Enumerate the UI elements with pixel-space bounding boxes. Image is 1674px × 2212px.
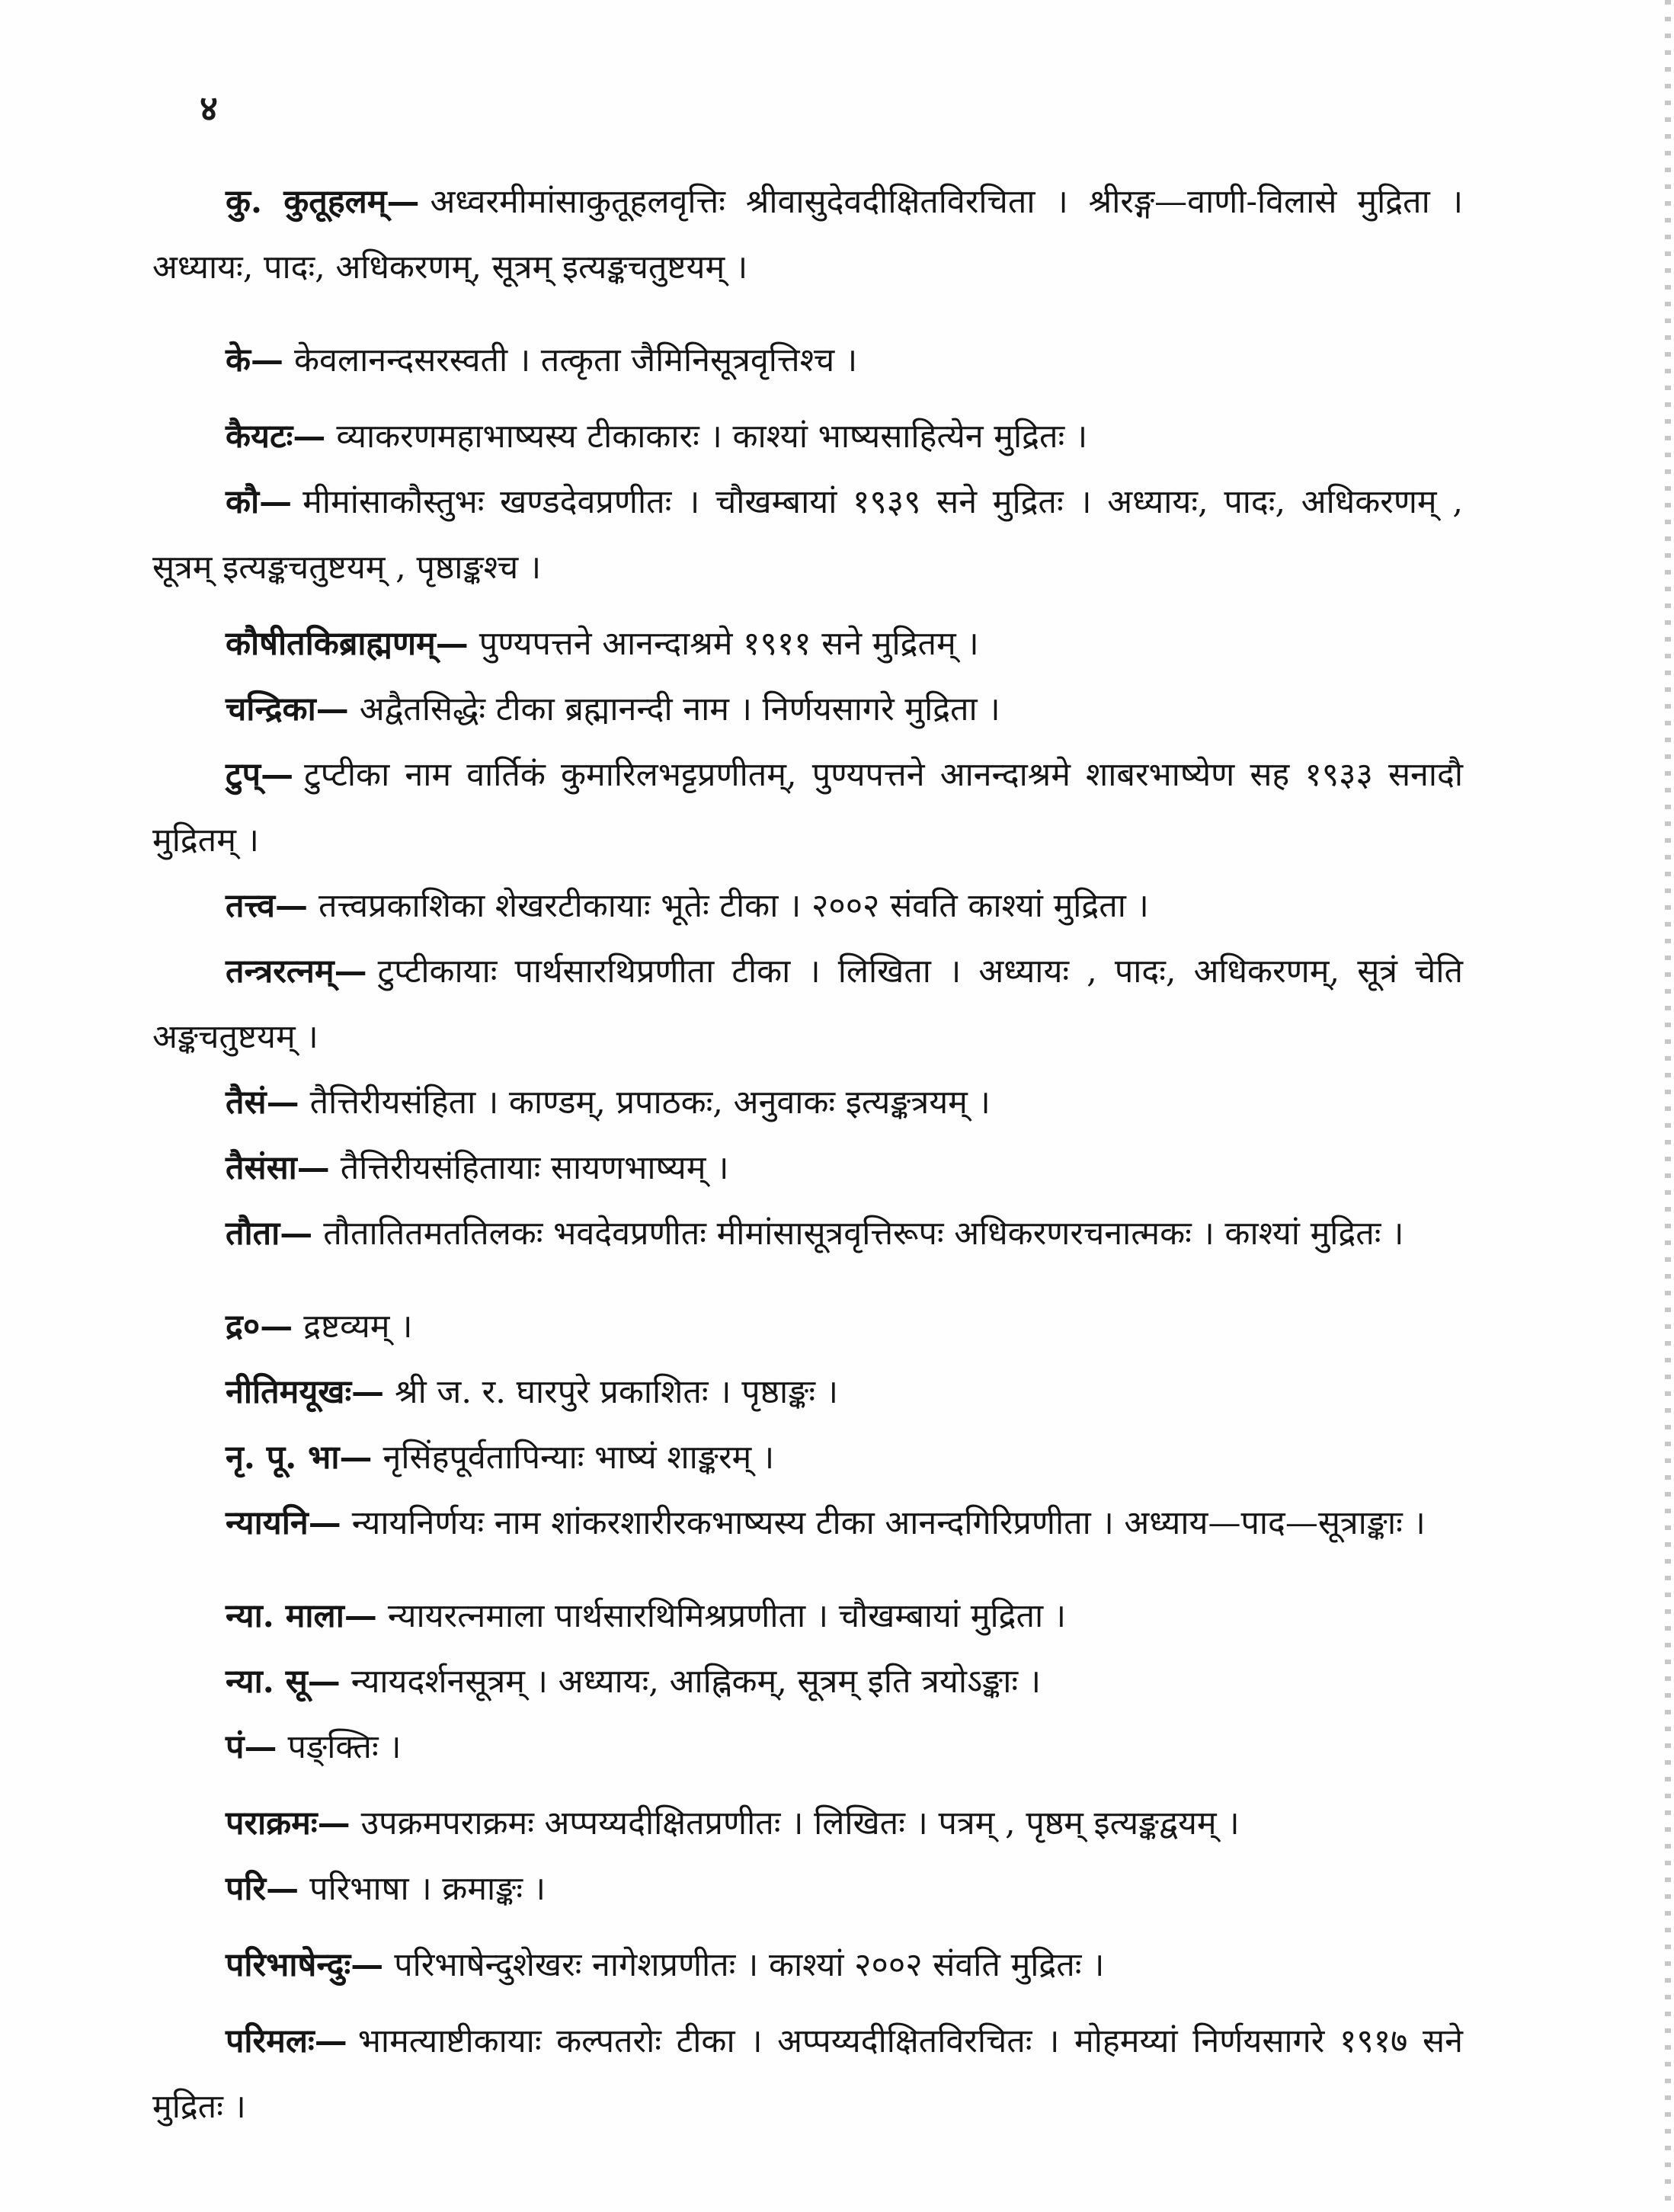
entry-parakrama: पराक्रमः— उपक्रमपराक्रमः अप्पय्यदीक्षितप्रणीतः । लिखितः । पत्रम् , पृष्ठम् इत्यङ्कद्वयम् ।	[226, 1804, 1240, 1842]
entry-text: न्यायदर्शनसूत्रम् । अध्यायः, आह्निकम्, सूत्रम् इति त्रयोऽङ्काः ।	[350, 1663, 1042, 1701]
entry-nyayani: न्यायनि— न्यायनिर्णयः नाम शांकरशारीरकभाष्यस्य टीका आनन्दगिरिप्रणीता । अध्याय—पाद—सूत्राङ्काः ।	[226, 1504, 1426, 1542]
entry-text: तैत्तिरीयसंहितायाः सायणभाष्यम् ।	[340, 1149, 729, 1187]
entry-text: न्यायरत्नमाला पार्थसारथिमिश्रप्रणीता । चौखम्बायां मुद्रिता ।	[387, 1597, 1067, 1635]
entry-text: उपक्रमपराक्रमः अप्पय्यदीक्षितप्रणीतः । लिखितः । पत्रम् , पृष्ठम् इत्यङ्कद्वयम् ।	[360, 1804, 1240, 1842]
entry-dra: द्र०— द्रष्टव्यम् ।	[226, 1308, 413, 1346]
entry-headword: नृ. पू. भा	[226, 1439, 340, 1477]
entry-pari: परि— परिभाषा । क्रमाङ्कः ।	[226, 1870, 546, 1908]
entry-kau: कौ— मीमांसाकौस्तुभः खण्डदेवप्रणीतः । चौखम्बायां १९३९ सने मुद्रितः । अध्यायः, पादः, अधिकरणम् , सूत्रम् इत्यङ्कचतुष्टयम् , पृष्ठाङ्कश्च ।	[152, 483, 1463, 587]
scan-edge-marks	[1665, 0, 1671, 2212]
entry-nyamala: न्या. माला— न्यायरत्नमाला पार्थसारथिमिश्रप्रणीता । चौखम्बायां मुद्रिता ।	[226, 1597, 1067, 1635]
entry-headword: कौषीतकिब्राह्मणम्	[226, 625, 436, 663]
entry-text: पङ्क्तिः ।	[287, 1728, 402, 1766]
entry-tattva: तत्त्व— तत्त्वप्रकाशिका शेखरटीकायाः भूतेः टीका । २००२ संवति काश्यां मुद्रिता ।	[226, 887, 1149, 925]
entry-text: टुप्टीकायाः पार्थसारथिप्रणीता टीका । लिखिता । अध्यायः , पादः, अधिकरणम्, सूत्रं चेति अङ्कचतुष्टयम् ।	[152, 952, 1463, 1056]
entry-headword: चन्द्रिका	[226, 690, 316, 728]
entry-text: परिभाषेन्दुशेखरः नागेशप्रणीतः । काश्यां २००२ संवति मुद्रितः ।	[394, 1946, 1105, 1984]
entry-text: टुप्टीका नाम वार्तिकं कुमारिलभट्टप्रणीतम्, पुण्यपत्तने आनन्दाश्रमे शाबरभाष्येण सह १९३३ सनादौ मुद्रितम् ।	[152, 756, 1463, 860]
entry-kaushitaki: कौषीतकिब्राह्मणम्— पुण्यपत्तने आनन्दाश्रमे १९११ सने मुद्रितम् ।	[226, 625, 979, 663]
entry-headword: न्या. माला	[226, 1597, 344, 1635]
entry-tup: टुप्— टुप्टीका नाम वार्तिकं कुमारिलभट्टप्रणीतम्, पुण्यपत्तने आनन्दाश्रमे शाबरभाष्येण सह १९३३ सनादौ मुद्रितम् ।	[152, 756, 1463, 860]
entry-paribhashendu: परिभाषेन्दुः— परिभाषेन्दुशेखरः नागेशप्रणीतः । काश्यां २००२ संवति मुद्रितः ।	[226, 1946, 1105, 1984]
entry-taisam: तैसं— तैत्तिरीयसंहिता । काण्डम्, प्रपाठकः, अनुवाकः इत्यङ्कत्रयम् ।	[226, 1084, 991, 1122]
entry-headword: पं	[226, 1728, 245, 1766]
entry-tantraratnam: तन्त्ररत्नम्— टुप्टीकायाः पार्थसारथिप्रणीता टीका । लिखिता । अध्यायः , पादः, अधिकरणम्, सूत्रं चेति अङ्कचतुष्टयम् ।	[152, 952, 1463, 1056]
entry-headword: परिभाषेन्दुः	[226, 1946, 351, 1984]
entry-headword: तत्त्व	[226, 887, 276, 925]
entry-kaiyata: कैयटः— व्याकरणमहाभाष्यस्य टीकाकारः । काश्यां भाष्यसाहित्येन मुद्रितः ।	[226, 418, 1088, 456]
entry-text: न्यायनिर्णयः नाम शांकरशारीरकभाष्यस्य टीका आनन्दगिरिप्रणीता । अध्याय—पाद—सूत्राङ्काः ।	[351, 1504, 1426, 1542]
entry-text: अध्वरमीमांसाकुतूहलवृत्तिः श्रीवासुदेवदीक्षितविरचिता । श्रीरङ्ग—वाणी-विलासे मुद्रिता । अध्यायः, पादः, अधिकरणम्, सूत्रम् इत्यङ्कचतुष्टयम् ।	[152, 183, 1463, 287]
entry-text: श्री ज. र. घारपुरे प्रकाशितः । पृष्ठाङ्कः ।	[395, 1373, 838, 1411]
entry-headword: परि	[226, 1870, 267, 1908]
entry-headword: के	[226, 341, 251, 379]
entry-ke: के— केवलानन्दसरस्वती । तत्कृता जैमिनिसूत्रवृत्तिश्च ।	[226, 341, 858, 379]
entry-parimala: परिमलः— भामत्याष्टीकायाः कल्पतरोः टीका । अप्पय्यदीक्षितविरचितः । मोहमय्यां निर्णयसागरे १९१७ सने मुद्रितः ।	[152, 2022, 1463, 2126]
entry-text: द्रष्टव्यम् ।	[303, 1308, 413, 1346]
entry-headword: तैसं	[226, 1084, 267, 1122]
entry-text: परिभाषा । क्रमाङ्कः ।	[309, 1870, 546, 1908]
entry-headword: पराक्रमः	[226, 1804, 318, 1842]
entry-taisamsa: तैसंसा— तैत्तिरीयसंहितायाः सायणभाष्यम् ।	[226, 1149, 729, 1187]
entry-headword: परिमलः	[226, 2022, 315, 2060]
entry-text: तैत्तिरीयसंहिता । काण्डम्, प्रपाठकः, अनुवाकः इत्यङ्कत्रयम् ।	[309, 1084, 991, 1122]
abbreviation-list	[152, 169, 1463, 2140]
entry-headword: कु. कुतूहलम्	[226, 183, 387, 221]
entry-headword: कैयटः	[226, 418, 293, 456]
entry-text: तत्त्वप्रकाशिका शेखरटीकायाः भूतेः टीका । २००२ संवति काश्यां मुद्रिता ।	[318, 887, 1149, 925]
entry-text: अद्वैतसिद्धेः टीका ब्रह्मानन्दी नाम । निर्णयसागरे मुद्रिता ।	[359, 690, 1000, 728]
entry-text: तौतातितमततिलकः भवदेवप्रणीतः मीमांसासूत्रवृत्तिरूपः अधिकरणरचनात्मकः । काश्यां मुद्रितः ।	[323, 1215, 1404, 1253]
entry-text: नृसिंहपूर्वतापिन्याः भाष्यं शाङ्करम् ।	[382, 1439, 775, 1477]
entry-nyasu: न्या. सू— न्यायदर्शनसूत्रम् । अध्यायः, आह्निकम्, सूत्रम् इति त्रयोऽङ्काः ।	[226, 1663, 1042, 1701]
entry-headword: तैसंसा	[226, 1149, 297, 1187]
entry-tauta: तौता— तौतातितमततिलकः भवदेवप्रणीतः मीमांसासूत्रवृत्तिरूपः अधिकरणरचनात्मकः । काश्यां मुद्रितः ।	[226, 1215, 1404, 1253]
entry-text: भामत्याष्टीकायाः कल्पतरोः टीका । अप्पय्यदीक्षितविरचितः । मोहमय्यां निर्णयसागरे १९१७ सने मुद्रितः ।	[152, 2022, 1463, 2126]
entry-headword: न्यायनि	[226, 1504, 309, 1542]
entry-text: केवलानन्दसरस्वती । तत्कृता जैमिनिसूत्रवृत्तिश्च ।	[294, 341, 858, 379]
entry-headword: नीतिमयूखः	[226, 1373, 352, 1411]
entry-text: पुण्यपत्तने आनन्दाश्रमे १९११ सने मुद्रितम् ।	[479, 625, 979, 663]
entry-headword: द्र०	[226, 1308, 261, 1346]
entry-headword: तौता	[226, 1215, 280, 1253]
entry-headword: तन्त्ररत्नम्	[226, 952, 334, 991]
entry-nitimayukha: नीतिमयूखः— श्री ज. र. घारपुरे प्रकाशितः । पृष्ठाङ्कः ।	[226, 1373, 838, 1411]
entry-headword: न्या. सू	[226, 1663, 308, 1701]
page-number: ४	[200, 88, 218, 129]
entry-text: व्याकरणमहाभाष्यस्य टीकाकारः । काश्यां भाष्यसाहित्येन मुद्रितः ।	[336, 418, 1088, 456]
entry-headword: टुप्	[226, 756, 261, 794]
entry-headword: कौ	[226, 483, 260, 521]
entry-kutuhalam: कु. कुतूहलम्— अध्वरमीमांसाकुतूहलवृत्तिः श्रीवासुदेवदीक्षितविरचिता । श्रीरङ्ग—वाणी-विलासे मुद्रिता । अध्यायः, पादः, अधिकरणम्, सूत्रम् इत्यङ्कचतुष्टयम् ।	[152, 183, 1463, 287]
entry-pam: पं— पङ्क्तिः ।	[226, 1728, 402, 1766]
entry-text: मीमांसाकौस्तुभः खण्डदेवप्रणीतः । चौखम्बायां १९३९ सने मुद्रितः । अध्यायः, पादः, अधिकरणम् , सूत्रम् इत्यङ्कचतुष्टयम् , पृष्ठाङ्कश्च ।	[152, 483, 1463, 587]
entry-nrpubha: नृ. पू. भा— नृसिंहपूर्वतापिन्याः भाष्यं शाङ्करम् ।	[226, 1439, 775, 1477]
entry-chandrika: चन्द्रिका— अद्वैतसिद्धेः टीका ब्रह्मानन्दी नाम । निर्णयसागरे मुद्रिता ।	[226, 690, 1000, 728]
